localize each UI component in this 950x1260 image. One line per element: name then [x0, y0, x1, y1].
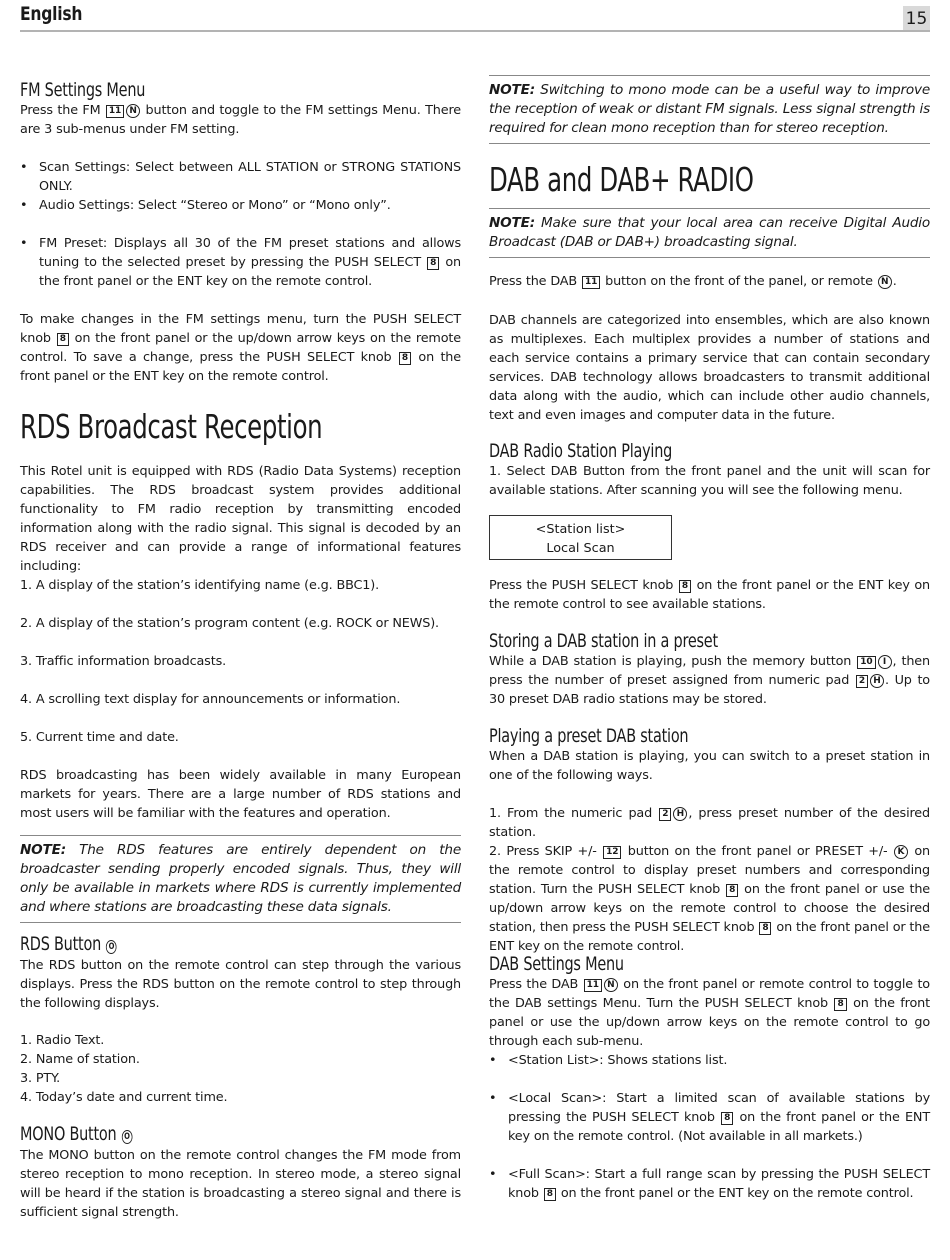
note-top-rule	[489, 75, 930, 76]
list-item: 3. PTY.	[20, 1071, 61, 1086]
key-12-icon: 12	[603, 846, 621, 859]
playing-preset-way-1: 1. From the numeric pad 2 H , press preset number of the desired station.	[489, 806, 930, 840]
rds-item-3: 3. Traffic information broadcasts.	[20, 654, 227, 669]
dab-settings-title: DAB Settings Menu	[489, 953, 624, 975]
list-item: 4. Today’s date and current time.	[20, 1090, 228, 1105]
rds-item-2: 2. A display of the station’s program content (e.g. ROCK or NEWS).	[20, 616, 439, 631]
key-8-icon: 8	[759, 922, 771, 935]
fm-settings-intro: Press the FM 11 N button and toggle to the FM settings Menu. There are 3 sub-menus under FM setting.	[20, 103, 461, 137]
header-language: English	[20, 3, 83, 25]
station-menu-display	[489, 515, 672, 560]
list-item: 1. Radio Text.	[20, 1033, 105, 1048]
station-playing-title: DAB Radio Station Playing	[489, 440, 673, 462]
key-10-icon: 10	[857, 656, 875, 669]
rds-availability: RDS broadcasting has been widely available in many European markets for years. There are a large number of RDS stations and most users will be familiar with the features and operation.	[20, 768, 461, 821]
remote-k-icon: K	[894, 845, 908, 859]
rds-item-1: 1. A display of the station’s identifying name (e.g. BBC1).	[20, 578, 380, 593]
key-11-icon: 11	[106, 105, 124, 118]
remote-o-icon: O	[106, 940, 117, 954]
key-8-icon: 8	[679, 580, 691, 593]
remote-n-icon: N	[878, 275, 892, 289]
playing-preset-way-2: 2. Press SKIP +/- 12 button on the front panel or PRESET +/- K on the remote control to display preset numbers and corresponding station. Turn the PUSH SELECT knob 8 on the front panel or use the up/down arrow keys on the remote control to choose the desired station, then press the PUSH SELECT knob 8 on the front panel or the ENT key on the remote control.	[489, 844, 931, 954]
header-divider	[20, 30, 930, 32]
rds-note: NOTE: The RDS features are entirely dependent on the broadcaster sending properly encoded signals. Thus, they will only be available in markets where RDS is currently implemented and where stations are broadcasting these data signals.	[20, 842, 461, 915]
rds-intro: This Rotel unit is equipped with RDS (Radio Data Systems) reception capabilities. The RDS broadcast system provides additional functionality to FM radio reception by transmitting encoded information along with the radio signal. This signal is decoded by an RDS receiver and can provide a range of informational features including:	[20, 464, 461, 574]
mono-button-text: The MONO button on the remote control changes the FM mode from stereo reception to mono reception. In stereo mode, a stereo signal will be heard if the station is broadcasting a stereo signal and there is sufficient signal strength.	[20, 1148, 461, 1220]
dab-press: Press the DAB 11 button on the front of the panel, or remote N .	[489, 274, 897, 289]
fm-settings-changes: To make changes in the FM settings menu, turn the PUSH SELECT knob 8 on the front panel or the up/down arrow keys on the remote control. To save a change, press the PUSH SELECT knob 8 on the front panel or the ENT key on the remote control.	[20, 312, 462, 384]
rds-button-title: RDS Button O	[20, 933, 118, 955]
bullet-local-scan: • <Local Scan>: Start a limited scan of available stations by pressing the PUSH SELECT knob 8 on the front panel or the ENT key on the remote control. (Not available in all markets.)	[489, 1091, 930, 1144]
list-item: 2. Name of station.	[20, 1052, 140, 1067]
rds-button-text: The RDS button on the remote control can step through the various displays. Press the RDS button on the remote control to step through the following displays.	[20, 958, 461, 1011]
key-11-icon: 11	[584, 979, 602, 992]
rds-item-5: 5. Current time and date.	[20, 730, 179, 745]
note-top-rule	[489, 208, 930, 209]
remote-o-icon: O	[122, 1130, 133, 1144]
storing-title: Storing a DAB station in a preset	[489, 630, 718, 652]
station-playing-press: Press the PUSH SELECT knob 8 on the front panel or the ENT key on the remote control to see available stations.	[489, 578, 931, 612]
station-playing-text: 1. Select DAB Button from the front panel and the unit will scan for available stations. After scanning you will see the following menu.	[489, 464, 930, 498]
rds-button-list	[20, 1031, 461, 1107]
rds-item-4: 4. A scrolling text display for announcements or information.	[20, 692, 401, 707]
key-8-icon: 8	[427, 257, 439, 270]
bullet-full-scan: • <Full Scan>: Start a full range scan by pressing the PUSH SELECT knob 8 on the front panel or the ENT key on the remote control.	[489, 1167, 930, 1201]
bullet-station-list: • <Station List>: Shows stations list.	[489, 1053, 728, 1068]
remote-i-icon: I	[878, 655, 892, 669]
key-8-icon: 8	[57, 333, 69, 346]
bullet-audio-settings: • Audio Settings: Select “Stereo or Mono” or “Mono only”.	[20, 198, 391, 213]
remote-h-icon: H	[673, 807, 687, 821]
note-bottom-rule	[489, 143, 930, 144]
note-bottom-rule	[20, 922, 461, 923]
local-scan-label: Local Scan	[546, 541, 615, 556]
key-8-icon: 8	[834, 998, 846, 1011]
storing-text: While a DAB station is playing, push the memory button 10 I , then press the number of preset assigned from numeric pad 2 H . Up to 30 preset DAB radio stations may be stored.	[489, 654, 930, 707]
key-8-icon: 8	[399, 352, 411, 365]
rds-title: RDS Broadcast Reception	[20, 407, 323, 446]
dab-channels: DAB channels are categorized into ensembles, which are also known as multiplexes. Each multiplex provides a number of stations and each service contains a primary service that can contain secondary services. DAB technology allows broadcasters to transmit additional data along with the audio, which can include other audio channels, text and even images and computer data in the future.	[489, 313, 930, 423]
remote-n-icon: N	[126, 104, 140, 118]
playing-preset-title: Playing a preset DAB station	[489, 725, 689, 747]
remote-h-icon: H	[870, 674, 884, 688]
dab-title: DAB and DAB+ RADIO	[489, 160, 754, 199]
dab-settings-text: Press the DAB 11 N on the front panel or remote control to toggle to the DAB settings Menu. Turn the PUSH SELECT knob 8 on the front panel or use the up/down arrow keys on the remote control to go through each sub-menu.	[489, 977, 930, 1049]
fm-settings-title: FM Settings Menu	[20, 79, 146, 101]
key-2-icon: 2	[659, 808, 671, 821]
page-number: 15	[903, 6, 930, 30]
mono-button-title: MONO Button O	[20, 1123, 133, 1145]
key-8-icon: 8	[721, 1112, 733, 1125]
bullet-fm-preset: • FM Preset: Displays all 30 of the FM preset stations and allows tuning to the selected preset by pressing the PUSH SELECT 8 on the front panel or the ENT key on the remote control.	[20, 236, 461, 289]
mono-note: NOTE: Switching to mono mode can be a useful way to improve the reception of weak or distant FM signals. Less signal strength is required for clean mono reception than for stereo reception.	[489, 82, 930, 136]
note-bottom-rule	[489, 257, 930, 258]
dab-note: NOTE: Make sure that your local area can receive Digital Audio Broadcast (DAB or DAB+) broadcasting signal.	[489, 215, 930, 250]
note-top-rule	[20, 835, 461, 836]
key-2-icon: 2	[856, 675, 868, 688]
key-11-icon: 11	[582, 276, 600, 289]
key-8-icon: 8	[544, 1188, 556, 1201]
key-8-icon: 8	[726, 884, 738, 897]
remote-n-icon: N	[604, 978, 618, 992]
station-list-label: <Station list>	[535, 522, 626, 537]
bullet-scan-settings: • Scan Settings: Select between ALL STATION or STRONG STATIONS ONLY.	[20, 160, 461, 194]
playing-preset-intro: When a DAB station is playing, you can switch to a preset station in one of the following ways.	[489, 749, 930, 783]
